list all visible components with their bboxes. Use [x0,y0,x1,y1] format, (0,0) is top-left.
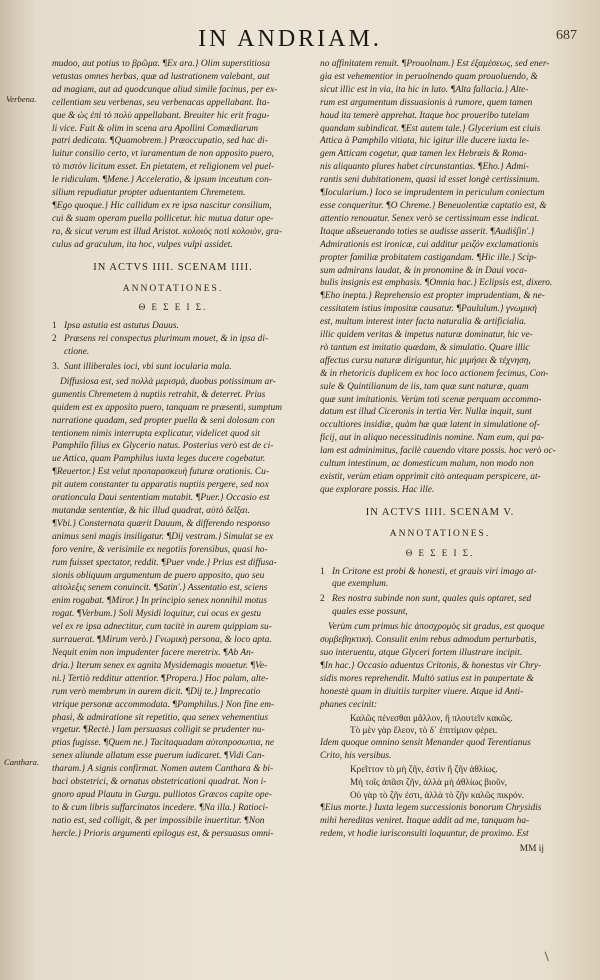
text-line: haud ita temerè apprehat. Itaque hoc proueribo tutelam [320,110,530,121]
text-line: propter familiæ probitatem castigandam. ¶Hic ille.} Scip- [320,252,537,263]
text-line: bulis insignis est emphasis. ¶Omnia hac.} Eclipsis est, dixero. [320,278,553,289]
item-number: 3. [52,362,60,373]
text-line: cessitatem istius impositæ causatur. ¶Paululum.} γνωμικὴ [320,304,537,315]
text-line: quæ sunt imitationis. Verùm toti scenæ perquam accommo- [320,394,542,405]
text-line: existit, verùm etiam opprimit citò antequam perspicere, at- [320,472,541,482]
item-number [52,346,64,359]
item-text: Res nostra subinde non sunt, quales quis optaret, sed [332,594,532,605]
text-line: honestè quam in diuitiis turpiter viuere. Atque id Anti- [320,686,524,697]
text-line: vel ex re ipsa adnectitur, cum tacitè in aurem quippiam su- [52,622,272,633]
text-line: orationcula Daui sententiam mutabit. ¶Puer.} Occasio est [52,493,270,504]
text-line: Idem quoque omnino sensit Menander quod Terentianus [320,738,531,749]
right-commentary-middle [320,737,560,763]
text-line: Pamphilo filius ex Glycerio natus. Posterius verò est de ci- [52,441,274,452]
greek-verse-line: Καλῶς πένεσθαι μᾶλλον, ἢ πλουτεῖν κακῶς. [350,712,513,723]
page-crease-mark [545,949,557,961]
text-line: rogat. ¶Verbum.} Soli Mysidi loquitur, cui ocus ex gestu [52,609,262,620]
text-line: senex aliunde allatum esse puerum iudicaret. ¶Vidi Can- [52,751,265,762]
text-line: ¶Vbi.} Consternata quærit Dauum, & differendo responso [52,518,270,529]
text-line: natio est, sed colligit, & per impossibile inuertitur. ¶Non [52,815,265,826]
item-text: quales esse possunt, [332,607,408,618]
text-line: ¶Eho inepta.} Reprehensio est propter imprudentiam, & ne- [320,291,545,302]
text-line: sicut illic est in via, ita hic in luto. ¶Alta fallacia.} Alte- [320,84,529,95]
margin-note-verbena: Verbena. [6,94,37,104]
text-line: quidem est ex apposito puero, tanquam re præsenti, sumptum [52,402,283,413]
left-commentary-body [52,376,294,841]
theses-list [320,566,560,620]
theseis-heading: Θ Ε Σ Ε Ι Σ. [138,302,208,313]
right-column [320,58,560,855]
text-line: sule & Quintilianum de iis, tam quæ sunt naturæ, quam [320,381,529,392]
text-line: vtrique personæ accommodata. ¶Pamphilus.} Non fine em- [52,699,275,710]
text-line: ¶In hac.} Occasio aduentus Critonis, & honestus vir Chry- [320,660,542,671]
text-line: est, multum interest inter facta naturalia & artificialia. [320,317,527,328]
list-item [52,361,294,374]
page-number: 687 [556,28,577,43]
item-number: 1 [320,566,325,577]
text-line: narratione quadam, sed propter puella & seni dolosam con [52,415,275,426]
item-text: Præsens rei conspectus plurimum mouet, & in ipsa di- [64,334,269,345]
text-line: cultum intestinum, ac domesticum malum, non modo non [320,459,534,470]
item-number [320,578,332,591]
text-line: cui & suam operam puella pollicetur. hic mutua datur ope- [52,213,274,224]
text-line: rum est argumentum dissuasionis à rumore, quem tamen [320,97,533,108]
text-line: le ridiculam. ¶Mene.} Acceleratio, & ipsum inceutum con- [52,175,272,186]
text-line: ¶Iocularium.} Ioco se imprudentem in periculum coniectum [320,188,545,199]
text-line: rò tantum est imitatio quædam, & simulatio. Quare illic [320,342,530,353]
text-line: enim rogabat. ¶Miror.} In principio senex nonnihil motus [52,596,267,607]
item-text: ctione. [64,347,90,358]
text-line: cellentiam seu verbenas, seu verbenacas appellabant. Ita- [52,97,270,108]
right-commentary-end [320,802,560,841]
item-text: que exemplum. [332,579,389,590]
greek-verse-line: Μὴ τοῖς ἀπᾶσι ζῆν, ἀλλὰ μὴ ἀθλίως βιοῦν, [350,777,508,788]
theses-list [52,320,294,374]
annotations-heading: ANNOTATIONES. [389,528,491,539]
text-line: Diffusiosa est, sed πολλὰ μερισμὰ, duobus potissimum ar- [60,376,276,387]
text-line: ¶Ego quoque.} Hic callidum ex re ipsa nascitur consilium, [52,200,272,211]
text-line: Crito, his versibus. [320,751,392,762]
text-line: Verùm cum primus hic ἀποσχρομὸς sit gradus, est quoque [328,622,545,633]
text-line: affectus cursu naturæ diriguntur, hic μιμήσει & τέχνηση, [320,355,531,366]
text-line: hercle.} Prioris argumenti epilogus est, & persuasus omni- [52,828,274,839]
text-line: lam est adminimitus, facilè cauendo vitare possis. hoc verò oc- [320,446,556,457]
text-line: baci obstetrici, & ornatus obstetricationi quadrat. Non i- [52,777,267,788]
text-line: συμβεβηκτικὴ. Consulit enim rebus admodum perturbatis, [320,635,537,646]
list-item [320,593,560,606]
text-line: αἰτολεξις senem conuincit. ¶Satin'.} Assentatio est, sciens [52,583,268,594]
text-line: vetustas omnes herbas, quæ ad lustrationem valebant, aut [52,71,270,82]
text-line: Nequit enim non impudenter facere meretrix. ¶Ab An- [52,647,254,658]
greek-verse-line: Οὐ γὰρ τὸ ζῆν ἐστι, ἀλλὰ τὸ ζῆν καλῶς πικρόν. [350,789,525,800]
list-item [320,606,560,619]
item-number: 2 [52,334,57,345]
text-line: gia est vehementior in peruolnendo quam prouoluendo, & [320,71,538,82]
annotations-heading: ANNOTATIONES. [122,283,224,294]
right-commentary-top [320,58,560,497]
text-line: nis aliquanto plures habet circunstantias. ¶Eho.} Admi- [320,162,529,173]
text-line: tharam.} A signis confirmat. Nomen autem Canthara & bi- [52,764,274,775]
text-line: patri dedicata. ¶Quamobrem.} Præoccupatio, sed hac di- [52,136,268,147]
item-number [320,606,332,619]
item-text: Ipsa astutia est astutus Dauus. [64,321,179,332]
section-title: IN ACTVS IIII. SCENAM V. [365,506,515,518]
text-line: Attica à Pamphilo vitiata, hic igitur ille ducere iuxta le- [320,136,529,147]
text-line: to & cum libris suffarcinatos incedere. ¶Na illa.} Ratioci- [52,802,269,813]
text-line: ad magiam, aut ad quodcunque aliud simile facinus, per ex- [52,84,278,95]
text-line: datum est illud Ciceronis in tertia Ver. Nullæ inquit, sunt [320,407,532,418]
text-line: no affinitatem renuit. ¶Prouolnam.} Est ἐξαμέσεως, sed ener- [320,59,550,69]
item-text: In Critone est probi & honesti, et grauis viri imago at- [332,566,537,577]
text-line: tentionem nimis interrupta explicatur, videlicet quod sit [52,428,261,439]
text-line: ue Attica, quam Pamphilus iuxta leges ducere cogebatur. [52,454,266,465]
text-line: ptias fugisse. ¶Quem ne.} Tacitaquadam αὐτοπροσωπια, ne [52,738,275,749]
list-item [320,578,560,591]
text-line: sum admirans laudat, & in pronomine & in Daui voca- [320,265,527,276]
list-item [320,566,560,579]
text-line: pit autem constanter tu apparatis nuptiis pergere, sed nox [52,480,269,491]
text-line: phasi, & admiratione sit repetitio, qua senex vehementius [52,712,269,723]
text-line: suo interuentu, atque Glyceri fortem illustrare incipit. [320,647,523,658]
text-line: phanes cecinit: [320,699,378,710]
text-line: vrgetur. ¶Rectè.} Iam persuasus colligit se prudenter nu- [52,725,265,736]
text-line: & in rhetoricis duplicem ex hoc loco actionem fecimus, Con- [320,368,549,379]
text-line: Itaque aßseuerando toties se audisse asserit. ¶Audiśſin'.} [320,226,535,237]
text-line: rum fuisset spectator, reddit. ¶Puer vnde.} Prius est diffusa- [52,557,277,568]
text-line: gnoro apud Plautu in Gurgu. pulliotos Græcos capite ope- [52,789,272,800]
text-line: culus ad graculum, ita hoc, vulpes vulpi assidet. [52,239,233,250]
greek-verse-menander [320,763,560,802]
page-header [0,26,600,56]
text-line: esse conqueritur. ¶O Chreme.} Beneuolentiæ captatio est, & [320,200,547,211]
signature-mark: MM ij [519,843,544,854]
text-line: dria.} Iterum senex ex agnita Mysidemagis mouetur. ¶Ve- [52,660,268,671]
text-line: li vice. Fuit & olim in scena ara Apollini Comœdiarum [52,123,259,134]
text-line: ¶Reuertor.} Est velut προπαρασκευὴ futuræ orationis. Cu- [52,467,269,478]
item-text: Sunt illiberales ioci, vbi sunt iocularia mala. [64,362,232,373]
text-line: que explorare possis. Hac ille. [320,484,435,495]
right-commentary-body [320,621,560,711]
theseis-heading: Θ Ε Σ Ε Ι Σ. [405,547,475,558]
text-line: mudoo, aut potius το βρῶμα. ¶Ex ara.} Olim superstitiosa [52,59,270,69]
text-line: Admirationis est ironicæ, cui additur μειζόν exclamationis [320,239,539,250]
text-line: luitur consilio certo, vt iuramentum de non apposito puero, [52,149,275,160]
text-line: redem, vt hodie iurisconsulti loquuntur, de proximo. Est [320,828,529,839]
greek-verse-antiphanes [320,712,560,738]
text-line: gumentis Chremetem à nuptiis retrahit, & deterret. Prius [52,389,266,400]
text-line: rum verò membrum in aurem dicit. ¶Dij te.} Imprecatio [52,686,261,697]
text-line: gem Atticam cogetur, quæ tamen lex Hebræis & Roma- [320,149,527,160]
list-item [52,346,294,359]
running-head: IN ANDRIAM. [198,26,382,52]
text-line: silium repudiatur propter aduentantem Chremetem. [52,188,246,199]
section-title: IN ACTVS IIII. SCENAM IIII. [93,261,253,273]
text-line: que & ὡς ἐπὶ τὸ πολὺ appellabant. Breuiter hic erit fragu- [52,110,270,121]
left-column [52,58,294,841]
text-line: animus seni magis insiligatur. ¶Dij vestram.} Simulat se ex [52,531,274,542]
margin-note-canthara: Canthara. [4,757,40,767]
text-line: ficij, aut in aliquo necessitudinis nomine. Nam eum, qui pa- [320,433,544,444]
text-line: mutandæ sententiæ, & hic illud quadrat, αὐτὸ δεῖξαι. [52,506,250,516]
item-number: 1 [52,321,57,332]
text-line: sidis mores reprehendit. Multò satius est in paupertate & [320,673,534,684]
text-line: rantis seni dubitationem, quasi id esset longè certissimum. [320,175,540,186]
text-line: ¶Eius morte.} Iuxta legem successionis bonorum Chrysidis [320,802,542,813]
list-item [52,320,294,333]
text-line: ra, & sicut verum est illud Aristot. κολοιὸς ποτὶ κολοιὸν, gra- [52,226,283,237]
greek-verse-line: Κρεῖττον τὸ μὴ ζῆν, ἐστὶν ἢ ζῆν ἀθλίως. [350,764,498,775]
left-commentary-top [52,58,294,252]
item-number: 2 [320,594,325,605]
text-line: occultiores insidiæ, quàm hæ quæ latent in simulatione of- [320,420,540,431]
list-item [52,333,294,346]
text-line: τὸ πιστὸν licitum esset. En pietatem, et religionem vel puel- [52,162,275,173]
greek-verse-line: Τὸ μὲν γὰρ ἔλεον, τὸ δ᾽ ἐπιτίμιον φέρει. [350,725,498,736]
text-line: ni.} Tertiò redditur attentior. ¶Propera.} Hoc palam, alte- [52,673,269,684]
text-line: sionis obliquum argumentum de puero apposito, quo seu [52,570,265,581]
text-line: foro venire, & verisimile ex negotiis forensibus, quasi ho- [52,544,268,555]
text-line: surrauerat. ¶Mirum verò.} Γνωμικὴ persona, & loco apta. [52,635,272,646]
text-line: mihi hereditas veniret. Itaque addit ad me, tanquam ha- [320,815,530,826]
text-line: illic quidem veritas & impetus naturæ dominatur, hic ve- [320,330,533,341]
text-line: quandam subindicat. ¶Est autem tale.} Glycerium est ciuis [320,123,541,134]
text-line: attentio renouatur. Senex verò se certissimum esse indicat. [320,213,540,224]
